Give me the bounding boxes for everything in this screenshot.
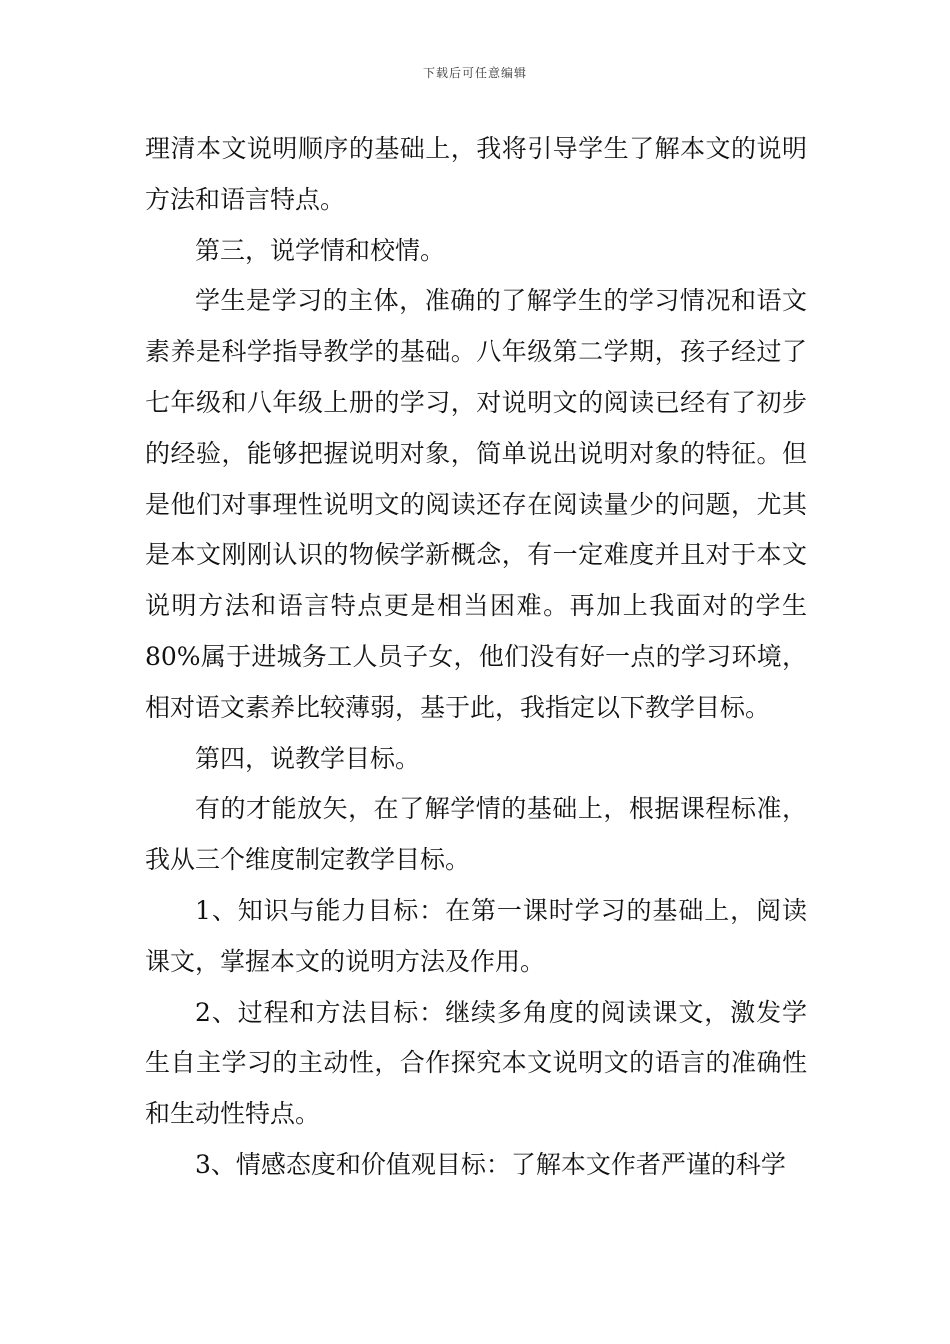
paragraph-1: 理清本文说明顺序的基础上，我将引导学生了解本文的说明方法和语言特点。 (145, 134, 807, 214)
paragraph-7: 2、过程和方法目标：继续多角度的阅读课文，激发学生自主学习的主动性，合作探究本文说明文的语言的准确性和生动性特点。 (145, 997, 807, 1129)
paragraph-6: 1、知识与能力目标：在第一课时学习的基础上，阅读课文，掌握本文的说明方法及作用。 (145, 895, 807, 976)
paragraph-3: 学生是学习的主体，准确的了解学生的学习情况和语文素养是科学指导教学的基础。八年级第二学期，孩子经过了七年级和八年级上册的学习，对说明文的阅读已经有了初步的经验，能够把握说明对象，简单说出说明对象的特征。但是他们对事理性说明文的阅读还存在阅读量少的问题，尤其是本文刚刚认识的物候学新概念，有一定难度并且对于本文说明方法和语言特点更是相当困难。再加上我面对的学生80%属于进城务工人员子女，他们没有好一点的学习环境，相对语文素养比较薄弱，基于此，我指定以下教学目标。 (145, 286, 807, 722)
paragraph-8: 3、情感态度和价值观目标：了解本文作者严谨的科学 (195, 1149, 786, 1179)
page-header: 下载后可任意编辑 (422, 66, 527, 80)
paragraph-5: 有的才能放矢，在了解学情的基础上，根据课程标准，我从三个维度制定教学目标。 (145, 794, 807, 875)
paragraph-4: 第四，说教学目标。 (195, 743, 421, 773)
paragraph-2: 第三，说学情和校情。 (195, 235, 446, 265)
document-body (145, 124, 807, 1191)
